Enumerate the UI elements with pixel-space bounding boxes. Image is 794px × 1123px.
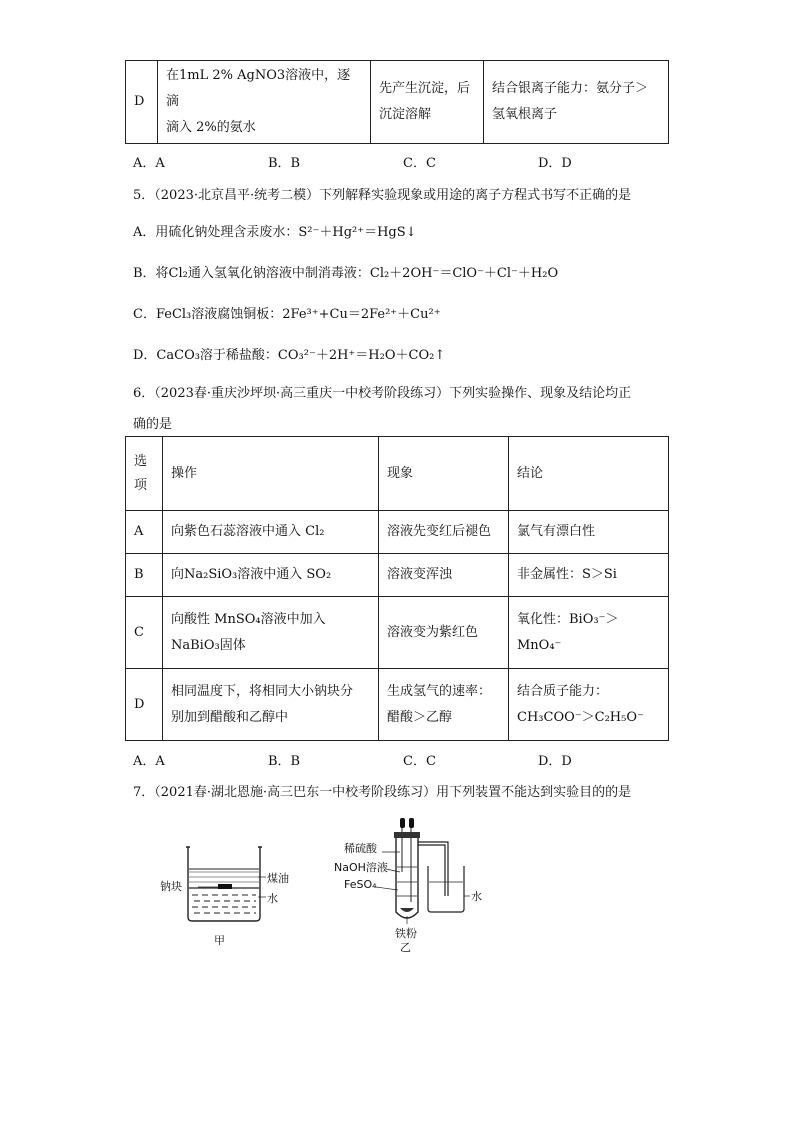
q5-option-a[interactable]: A．用硫化钠处理含汞废水：S²⁻＋Hg²⁺＝HgS↓ [133, 225, 417, 240]
q6-row-b-operation: 向Na₂SiO₃溶液中通入 SO₂ [163, 554, 379, 597]
q4-phenomenon-cell [371, 61, 484, 144]
figure-b-label-iron: 铁粉 [395, 927, 417, 940]
q4-option-d: D [126, 61, 158, 144]
figure-b-caption: 乙 [400, 941, 411, 954]
figure-b [330, 812, 490, 952]
q6-row-b-phenomenon: 溶液变浑浊 [379, 554, 509, 597]
q6-row-d-phenomenon [379, 669, 509, 741]
q6-row-b [126, 554, 669, 597]
q4-operation-line2: 滴入 2%的氨水 [166, 120, 256, 135]
q4-operation-line1: 在1mL 2% AgNO3溶液中，逐滴 [166, 68, 351, 109]
figure-b-label-feso4: FeSO₄ [344, 878, 377, 891]
q4-choice-b[interactable]: B．B [268, 156, 301, 171]
figure-b-label-naoh: NaOH溶液 [334, 861, 388, 874]
q4-choices [133, 152, 673, 171]
q6-header-option [126, 437, 163, 511]
q4-choice-c[interactable]: C．C [403, 156, 436, 171]
q6-row-c-option: C [126, 597, 163, 669]
q4-phenomenon-line1: 先产生沉淀，后 [379, 81, 471, 96]
q7-stem: 7．（2021春·湖北恩施·高三巴东一中校考阶段练习）用下列装置不能达到实验目的的是 [133, 785, 632, 800]
figure-a-label-sodium: 钠块 [160, 880, 182, 893]
q4-operation-cell [158, 61, 371, 144]
figure-a-label-kerosene: 煤油 [267, 872, 289, 885]
q6-row-d-phenomenon-line2: 醋酸＞乙醇 [387, 709, 453, 725]
q6-row-c-conclusion: 氧化性：BiO₃⁻＞MnO₄⁻ [509, 597, 669, 669]
q6-stem-line1: 6．（2023春·重庆沙坪坝·高三重庆一中校考阶段练习）下列实验操作、现象及结论均正 [133, 386, 632, 401]
q4-conclusion-line2: 氢氧根离子 [492, 107, 558, 122]
q6-row-d-option: D [126, 669, 163, 741]
q6-header-option-1: 选 [134, 453, 148, 469]
q6-row-d-conclusion-line2: CH₃COO⁻＞C₂H₅O⁻ [517, 709, 644, 725]
q6-row-d-conclusion-line1: 结合质子能力： [517, 683, 609, 699]
q4-phenomenon-line2: 沉淀溶解 [379, 107, 432, 122]
q6-row-c [126, 597, 669, 669]
q6-row-c-operation [163, 597, 379, 669]
q6-row-d [126, 669, 669, 741]
q4-conclusion-cell [484, 61, 669, 144]
q5-stem: 5．（2023·北京昌平·统考二模）下列解释实验现象或用途的离子方程式书写不正确的是 [133, 188, 632, 203]
q4-choice-a[interactable]: A．A [133, 156, 165, 171]
q6-row-a-operation: 向紫色石蕊溶液中通入 Cl₂ [163, 511, 379, 554]
q6-choice-d[interactable]: D．D [538, 754, 572, 769]
q6-row-d-operation [163, 669, 379, 741]
q6-row-a-conclusion: 氯气有漂白性 [509, 511, 669, 554]
q6-choices [133, 750, 673, 769]
q6-choice-a[interactable]: A．A [133, 754, 165, 769]
q4-choice-d[interactable]: D．D [538, 156, 572, 171]
q4-table-row-d [125, 60, 669, 144]
q6-row-a-phenomenon: 溶液先变红后褪色 [379, 511, 509, 554]
q5-option-b[interactable]: B．将Cl₂通入氢氧化钠溶液中制消毒液：Cl₂＋2OH⁻＝ClO⁻＋Cl⁻＋H₂O [133, 266, 559, 281]
figure-b-label-acid: 稀硫酸 [344, 842, 377, 855]
figure-b-label-water: 水 [471, 890, 482, 903]
q6-choice-c[interactable]: C．C [403, 754, 436, 769]
q6-header-operation: 操作 [163, 437, 379, 511]
q5-option-d[interactable]: D．CaCO₃溶于稀盐酸：CO₃²⁻＋2H⁺＝H₂O＋CO₂↑ [133, 348, 446, 363]
q4-conclusion-line1: 结合银离子能力：氨分子＞ [492, 81, 649, 96]
q6-choice-b[interactable]: B．B [268, 754, 301, 769]
q6-row-c-phenomenon: 溶液变为紫红色 [379, 597, 509, 669]
q6-header-conclusion: 结论 [509, 437, 669, 511]
figure-a [160, 825, 300, 950]
figure-a-label-water: 水 [267, 892, 278, 905]
q6-row-d-phenomenon-line1: 生成氢气的速率： [387, 683, 492, 699]
q6-header-phenomenon: 现象 [379, 437, 509, 511]
q6-row-a [126, 511, 669, 554]
q6-row-b-conclusion: 非金属性：S＞Si [509, 554, 669, 597]
q6-header-row [126, 437, 669, 511]
q6-row-c-operation-line1: 向酸性 MnSO₄溶液中加入 [171, 611, 326, 627]
q6-table [125, 436, 669, 741]
q6-row-b-option: B [126, 554, 163, 597]
figure-a-caption: 甲 [214, 934, 225, 947]
q6-row-c-operation-line2: NaBiO₃固体 [171, 637, 246, 653]
q6-row-a-option: A [126, 511, 163, 554]
q6-stem-line2: 确的是 [133, 417, 173, 432]
q5-option-c[interactable]: C．FeCl₃溶液腐蚀铜板：2Fe³⁺+Cu＝2Fe²⁺＋Cu²⁺ [133, 307, 441, 322]
q6-row-d-operation-line2: 别加到醋酸和乙醇中 [171, 709, 289, 725]
q6-row-d-operation-line1: 相同温度下，将相同大小钠块分 [171, 683, 354, 699]
q6-header-option-2: 项 [134, 477, 148, 493]
q6-row-d-conclusion [509, 669, 669, 741]
